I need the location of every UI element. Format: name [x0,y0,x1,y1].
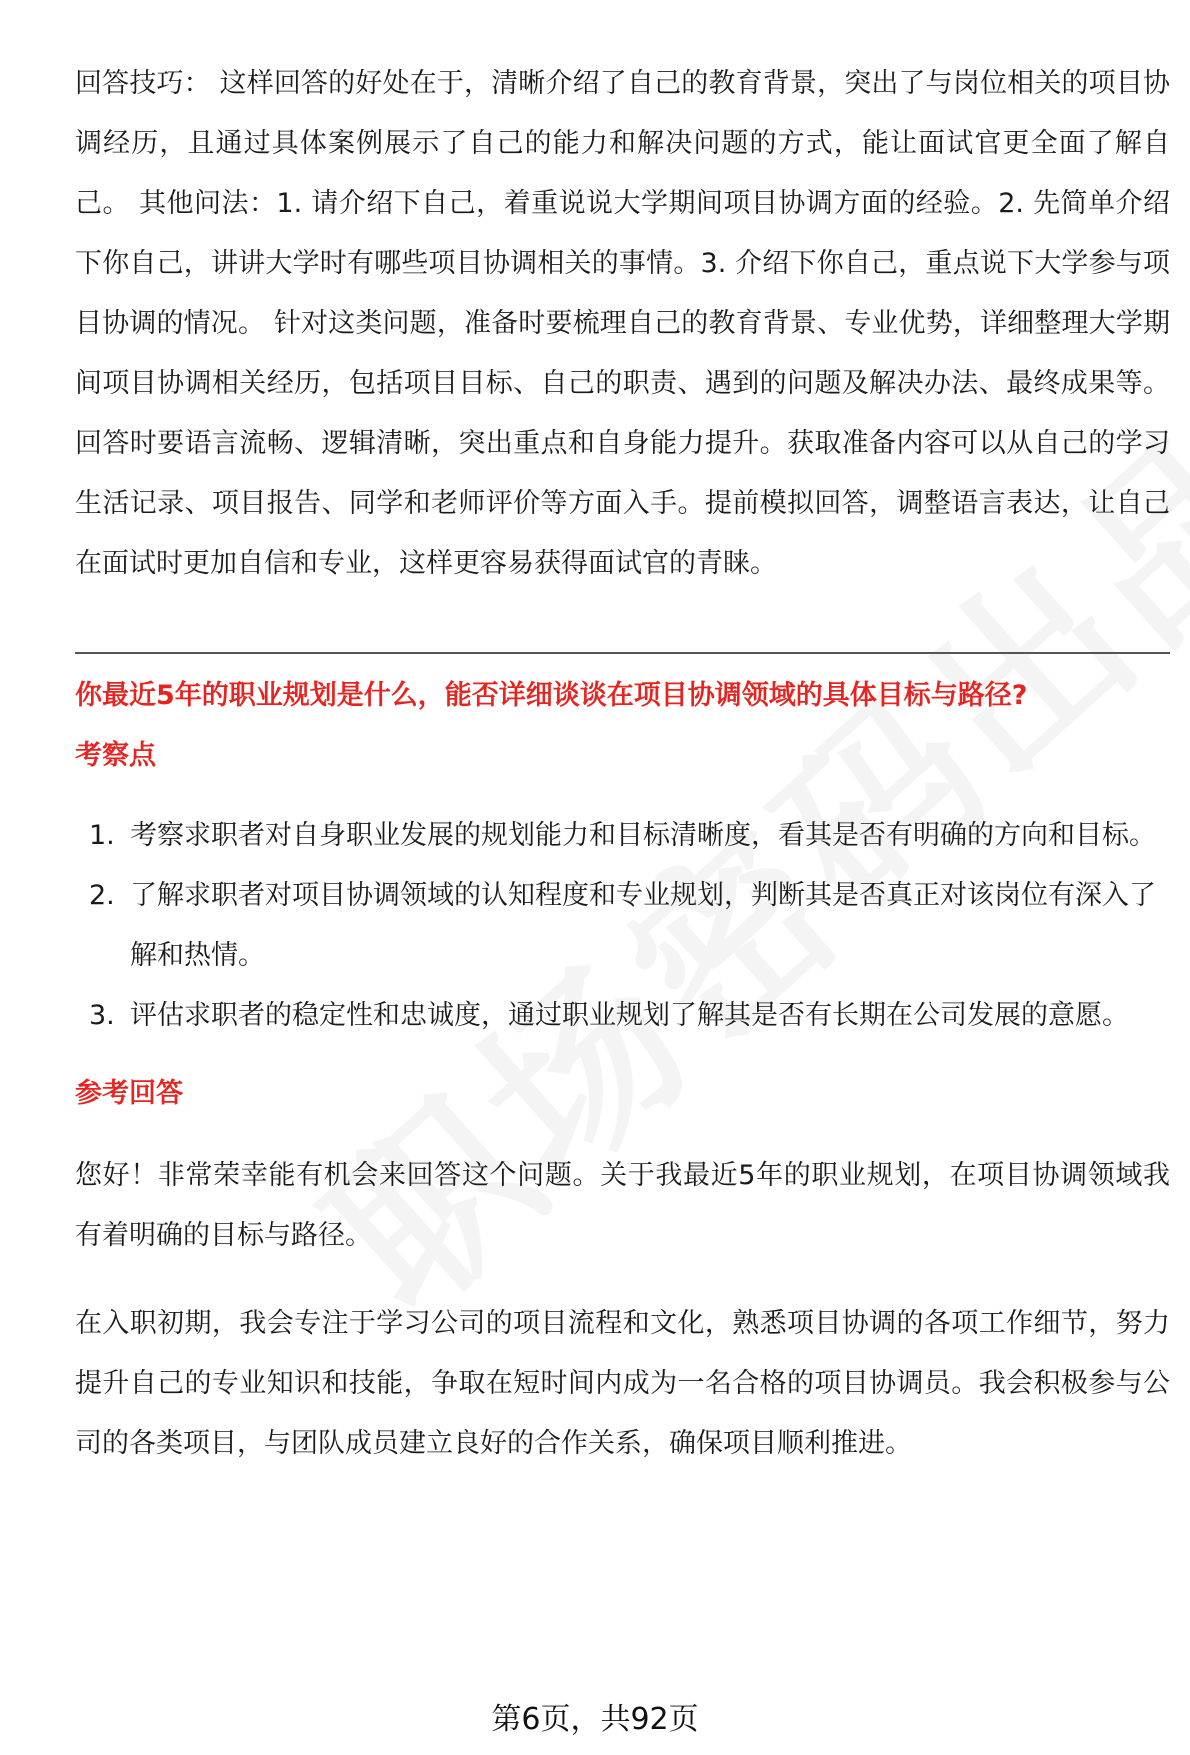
list-item [75,986,1170,1046]
key-points-list [75,806,1170,1046]
intro-paragraph: 回答技巧： 这样回答的好处在于，清晰介绍了自己的教育背景，突出了与岗位相关的项目协调经历，且通过具体案例展示了自己的能力和解决问题的方式，能让面试官更全面了解自己。 其他问法：1. 请介绍下自己，着重说说大学期间项目协调方面的经验。2. 先简单介绍下你自己，讲讲大学时有哪些项目协调相关的事情。3. 介绍下你自己，重点说下大学参与项目协调的情况。 针对这类问题，准备时要梳理自己的教育背景、专业优势，详细整理大学期间项目协调相关经历，包括项目目标、自己的职责、遇到的问题及解决办法、最终成果等。回答时要语言流畅、逻辑清晰，突出重点和自身能力提升。获取准备内容可以从自己的学习生活记录、项目报告、同学和老师评价等方面入手。提前模拟回答，调整语言表达，让自己在面试时更加自信和专业，这样更容易获得面试官的青睐。 [75,68,1170,579]
list-item [75,866,1170,986]
list-item-text: 考察求职者对自身职业发展的规划能力和目标清晰度，看其是否有明确的方向和目标。 [130,820,1156,851]
key-points-title: 考察点 [75,740,156,771]
answer-paragraph-2: 在入职初期，我会专注于学习公司的项目流程和文化，熟悉项目协调的各项工作细节，努力提升自己的专业知识和技能，争取在短时间内成为一名合格的项目协调员。我会积极参与公司的各类项目，与团队成员建立良好的合作关系，确保项目顺利推进。 [75,1308,1170,1459]
page-content [75,54,1170,1474]
list-item-number: 3. [89,1000,115,1031]
question-heading: 你最近5年的职业规划是什么，能否详细谈谈在项目协调领域的具体目标与路径? [75,680,1028,711]
list-item-text: 评估求职者的稳定性和忠诚度，通过职业规划了解其是否有长期在公司发展的意愿。 [130,1000,1129,1031]
section-divider [75,652,1170,654]
answer-title: 参考回答 [75,1078,183,1109]
list-item [75,806,1170,866]
list-item-number: 1. [89,820,115,851]
page-number: 第6页，共92页 [491,1702,699,1737]
list-item-number: 2. [89,880,115,911]
list-item-text: 了解求职者对项目协调领域的认知程度和专业规划，判断其是否真正对该岗位有深入了解和热情。 [130,880,1156,971]
answer-paragraph-1: 您好！非常荣幸能有机会来回答这个问题。关于我最近5年的职业规划，在项目协调领域我有着明确的目标与路径。 [75,1160,1170,1251]
